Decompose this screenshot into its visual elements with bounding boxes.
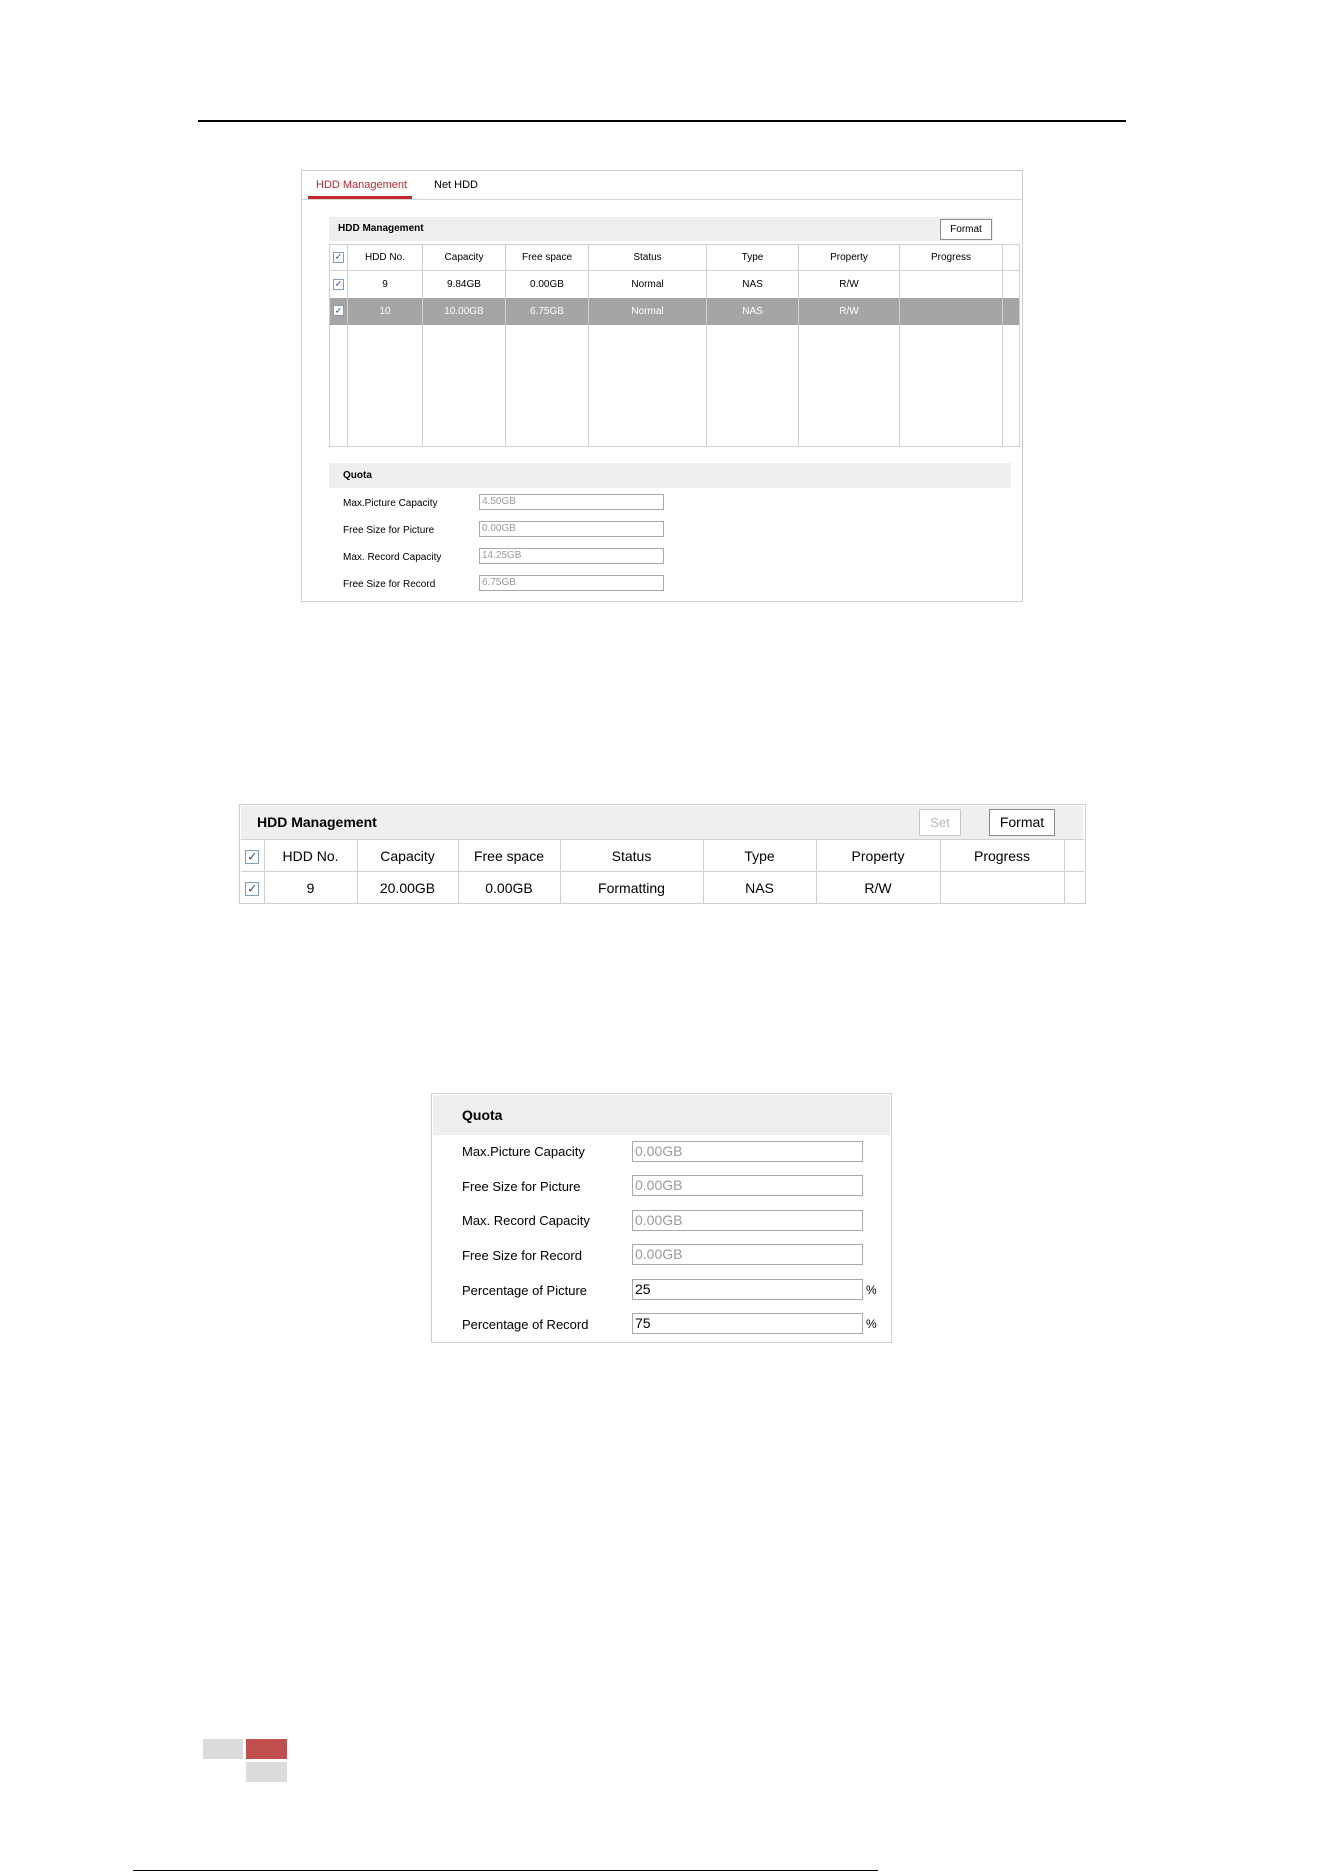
property-cell: R/W [816,872,940,904]
table-empty-area [330,325,1020,447]
row-checkbox-cell[interactable] [241,872,264,904]
hdd-no-cell: 9 [348,271,423,298]
free-size-picture-field[interactable]: 0.00GB [479,521,664,537]
row-checkbox[interactable] [333,305,344,316]
percent-unit: % [866,1283,877,1297]
percentage-picture-input[interactable]: 25 [632,1279,863,1300]
quota-panel [431,1093,892,1343]
quota-label: Max.Picture Capacity [343,498,438,509]
row-checkbox[interactable] [245,882,259,896]
quota-label: Free Size for Picture [462,1179,581,1194]
section-title: HDD Management [338,223,424,234]
quota-section-header [433,1095,890,1135]
capacity-cell: 20.00GB [357,872,458,904]
row-checkbox[interactable] [333,279,344,290]
hdd-no-cell: 9 [264,872,357,904]
quota-title: Quota [462,1107,503,1123]
progress-cell [940,872,1064,904]
page-footer-rule [133,1870,878,1871]
select-all-checkbox[interactable] [245,850,259,864]
select-all-checkbox[interactable] [333,252,344,263]
status-cell: Normal [589,298,707,325]
column-header: Type [703,840,816,872]
quota-label: Free Size for Record [462,1248,582,1263]
quota-label: Max.Picture Capacity [462,1144,585,1159]
quota-label: Free Size for Record [343,579,436,590]
property-cell: R/W [799,271,900,298]
capacity-cell: 9.84GB [423,271,506,298]
row-spacer [1064,872,1084,904]
column-header: Status [589,245,707,271]
page-header-rule [198,120,1126,122]
quota-label: Percentage of Record [462,1317,589,1332]
percent-unit: % [866,1317,877,1331]
quota-label: Percentage of Picture [462,1283,588,1298]
table-header-row [330,245,1020,271]
hdd-management-panel [301,170,1023,602]
column-spacer [1003,245,1020,271]
row-spacer [1003,298,1020,325]
column-header: HDD No. [264,840,357,872]
hdd-section-header [329,217,993,241]
column-header: Progress [900,245,1003,271]
table-row-selected[interactable] [330,298,1020,325]
percentage-record-input[interactable]: 75 [632,1313,863,1334]
quota-label: Max. Record Capacity [462,1213,590,1228]
column-header: HDD No. [348,245,423,271]
column-header: Status [560,840,703,872]
quota-title: Quota [343,470,372,481]
column-spacer [1064,840,1084,872]
progress-cell [900,271,1003,298]
footer-block-red [246,1739,287,1759]
free-size-record-field[interactable]: 0.00GB [632,1244,863,1265]
max-record-capacity-field[interactable]: 0.00GB [632,1210,863,1231]
tab-bar [302,171,1022,200]
row-spacer [1003,271,1020,298]
max-record-capacity-field[interactable]: 14.25GB [479,548,664,564]
hdd-table [329,244,1020,447]
tab-net-hdd[interactable]: Net HDD [434,179,479,191]
row-checkbox-cell[interactable] [330,271,348,298]
hdd-no-cell: 10 [348,298,423,325]
table-row[interactable] [241,872,1084,904]
section-title: HDD Management [257,814,377,830]
hdd-formatting-panel [239,804,1086,904]
capacity-cell: 10.00GB [423,298,506,325]
hdd-table [241,839,1084,904]
quota-section-header [329,463,1011,488]
type-cell: NAS [703,872,816,904]
status-cell: Formatting [560,872,703,904]
select-all-cell[interactable] [330,245,348,271]
format-button[interactable]: Format [989,809,1055,836]
quota-label: Free Size for Picture [343,525,435,536]
active-tab-indicator [308,196,412,199]
free-space-cell: 0.00GB [458,872,560,904]
footer-block-grey [203,1739,243,1759]
type-cell: NAS [707,298,799,325]
table-header-row [241,840,1084,872]
status-cell: Normal [589,271,707,298]
format-button[interactable]: Format [940,219,992,240]
table-row[interactable] [330,271,1020,298]
property-cell: R/W [799,298,900,325]
footer-block-grey [246,1762,287,1782]
column-header: Property [799,245,900,271]
free-size-record-field[interactable]: 6.75GB [479,575,664,591]
free-space-cell: 0.00GB [506,271,589,298]
max-picture-capacity-field[interactable]: 4.50GB [479,494,664,510]
set-button[interactable]: Set [919,809,961,836]
row-checkbox-cell[interactable] [330,298,348,325]
column-header: Property [816,840,940,872]
select-all-cell[interactable] [241,840,264,872]
column-header: Free space [458,840,560,872]
tab-hdd-management[interactable]: HDD Management [316,179,408,191]
progress-cell [900,298,1003,325]
column-header: Type [707,245,799,271]
column-header: Free space [506,245,589,271]
type-cell: NAS [707,271,799,298]
column-header: Progress [940,840,1064,872]
free-size-picture-field[interactable]: 0.00GB [632,1175,863,1196]
column-header: Capacity [423,245,506,271]
column-header: Capacity [357,840,458,872]
free-space-cell: 6.75GB [506,298,589,325]
quota-label: Max. Record Capacity [343,552,442,563]
max-picture-capacity-field[interactable]: 0.00GB [632,1141,863,1162]
